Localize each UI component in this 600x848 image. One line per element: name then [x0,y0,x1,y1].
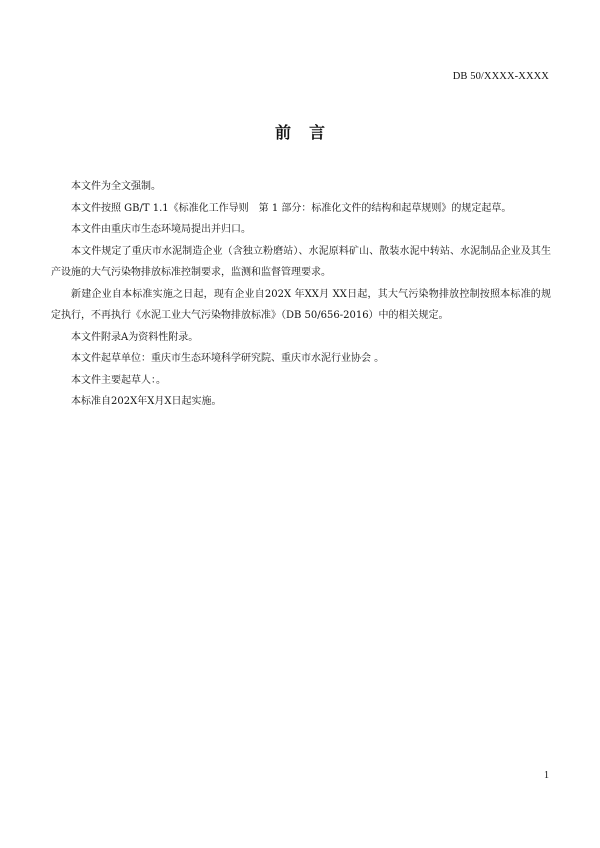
paragraph: 本文件主要起草人：。 [71,374,166,386]
paragraph: 本文件起草单位：重庆市生态环境科学研究院、重庆市水泥行业协会 。 [71,353,385,364]
paragraph: 本文件由重庆市生态环境局提出并归口。 [71,224,251,235]
paragraph: 本文件规定了重庆市水泥制造企业（含独立粉磨站）、水泥原料矿山、散装水泥中转站、水泥制品企业及其生产设施的大气污染物排放标准控制要求，监测和监督管理要求。 [51,245,551,278]
paragraph: 本文件为全文强制。 [71,181,161,192]
document-code: DB 50/XXXX-XXXX [452,71,549,82]
paragraph: 本标准自202X年X月X日起实施。 [71,396,222,407]
paragraph: 本文件附录A为资料性附录。 [71,331,199,343]
page-title: 前言 [274,123,343,142]
paragraph: 本文件按照 GB/T 1.1《标准化工作导则 第 1 部分：标准化文件的结构和起草规则》的规定起草。 [71,202,512,214]
page-number: 1 [544,770,549,781]
foreword-body [51,176,551,413]
paragraph: 新建企业自本标准实施之日起，现有企业自202X 年XX月 XX日起，其大气污染物排放控制按照本标准的规定执行，不再执行《水泥工业大气污染物排放标准》（DB 50/656-2016）中的相关规定。 [51,288,551,321]
